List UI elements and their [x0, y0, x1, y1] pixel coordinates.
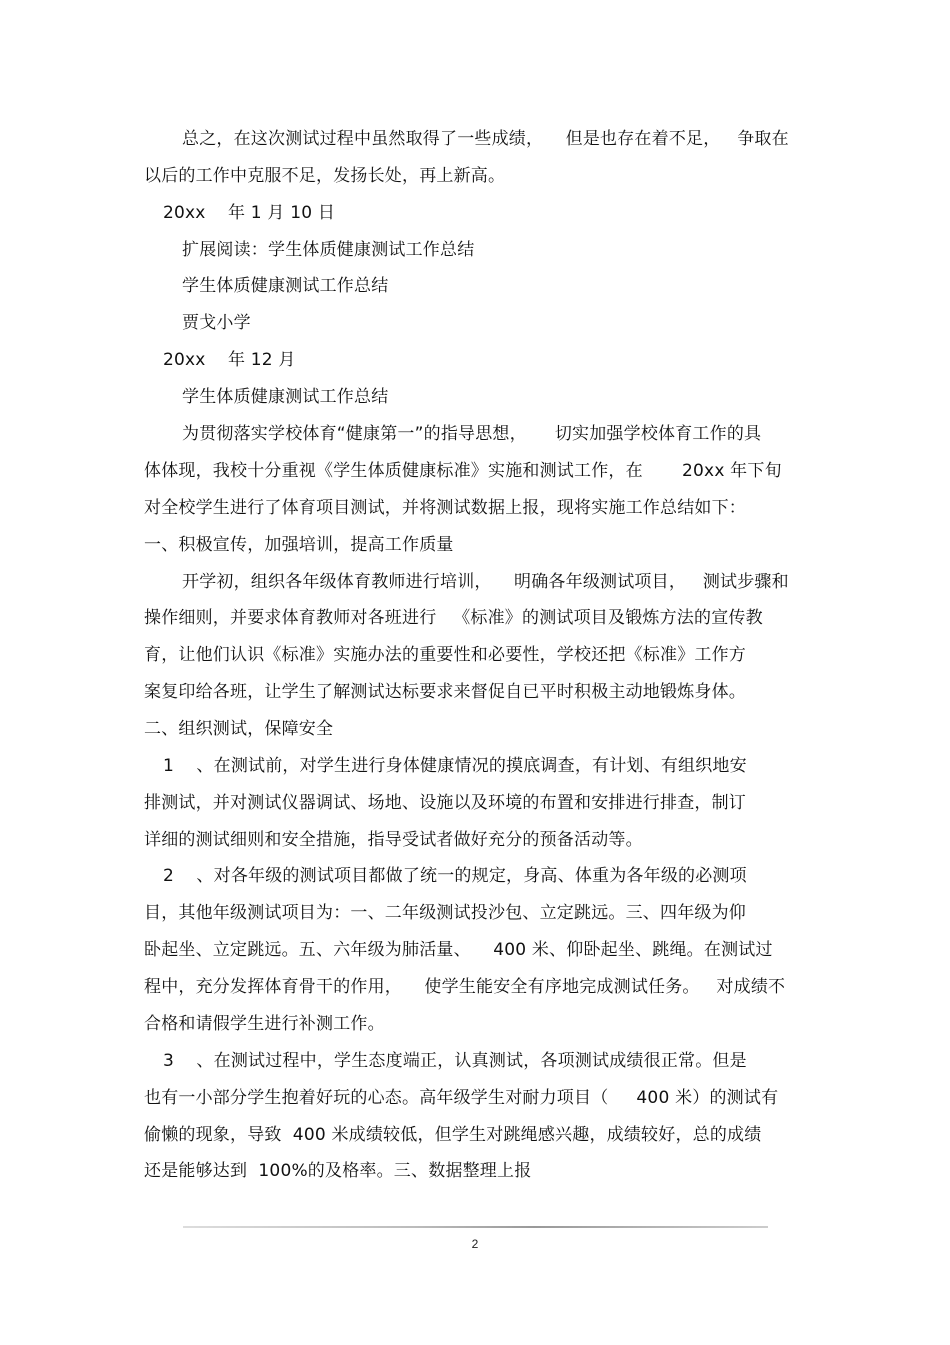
text-line: 开学初，组织各年级体育教师进行培训， 明确各年级测试项目， 测试步骤和	[182, 572, 789, 592]
text-line: 总之，在这次测试过程中虽然取得了一些成绩， 但是也存在着不足， 争取在	[182, 129, 789, 149]
page-number: 2	[471, 1237, 479, 1251]
report-title: 学生体质健康测试工作总结	[182, 387, 389, 407]
text-line: 偷懒的现象，导致 400 米成绩较低，但学生对跳绳感兴趣，成绩较好，总的成绩	[144, 1125, 762, 1145]
text-line: 3 、在测试过程中，学生态度端正，认真测试，各项测试成绩很正常。但是	[163, 1051, 747, 1071]
text-line: 体体现，我校十分重视《学生体质健康标准》实施和测试工作，在 20xx 年下旬	[144, 461, 782, 481]
text-line: 操作细则，并要求体育教师对各班进行 《标准》的测试项目及锻炼方法的宣传教	[144, 608, 763, 628]
section-heading: 一、积极宣传，加强培训，提高工作质量	[144, 535, 454, 555]
section-heading: 二、组织测试，保障安全	[144, 719, 334, 739]
text-line: 程中，充分发挥体育骨干的作用， 使学生能安全有序地完成测试任务。 对成绩不	[144, 977, 786, 997]
footer-divider	[183, 1226, 768, 1228]
text-line: 也有一小部分学生抱着好玩的心态。高年级学生对耐力项目（ 400 米）的测试有	[144, 1088, 779, 1108]
text-line: 2 、对各年级的测试项目都做了统一的规定，身高、体重为各年级的必测项	[163, 866, 747, 886]
text-line: 1 、在测试前，对学生进行身体健康情况的摸底调查，有计划、有组织地安	[163, 756, 747, 776]
text-line: 卧起坐、立定跳远。五、六年级为肺活量、 400 米、仰卧起坐、跳绳。在测试过	[144, 940, 773, 960]
text-line: 目，其他年级测试项目为：一、二年级测试投沙包、立定跳远。三、四年级为仰	[144, 903, 746, 923]
text-line: 以后的工作中克服不足，发扬长处，再上新高。	[144, 166, 506, 186]
text-line: 对全校学生进行了体育项目测试，并将测试数据上报，现将实施工作总结如下：	[144, 498, 746, 518]
extended-reading-heading: 扩展阅读：学生体质健康测试工作总结	[182, 240, 475, 260]
text-line: 育，让他们认识《标准》实施办法的重要性和必要性，学校还把《标准》工作方	[144, 645, 746, 665]
text-line: 为贯彻落实学校体育“健康第一”的指导思想， 切实加强学校体育工作的具	[182, 424, 762, 444]
report-title: 学生体质健康测试工作总结	[182, 276, 389, 296]
text-line: 合格和请假学生进行补测工作。	[144, 1014, 385, 1034]
text-line: 排测试，并对测试仪器调试、场地、设施以及环境的布置和安排进行排查，制订	[144, 793, 746, 813]
date-line: 20xx 年 1 月 10 日	[163, 203, 336, 223]
date-line: 20xx 年 12 月	[163, 350, 296, 370]
text-line: 案复印给各班，让学生了解测试达标要求来督促自已平时积极主动地锻炼身体。	[144, 682, 746, 702]
school-name: 贾戈小学	[182, 313, 251, 333]
text-line: 还是能够达到 100%的及格率。三、数据整理上报	[144, 1161, 532, 1181]
text-line: 详细的测试细则和安全措施，指导受试者做好充分的预备活动等。	[144, 830, 643, 850]
